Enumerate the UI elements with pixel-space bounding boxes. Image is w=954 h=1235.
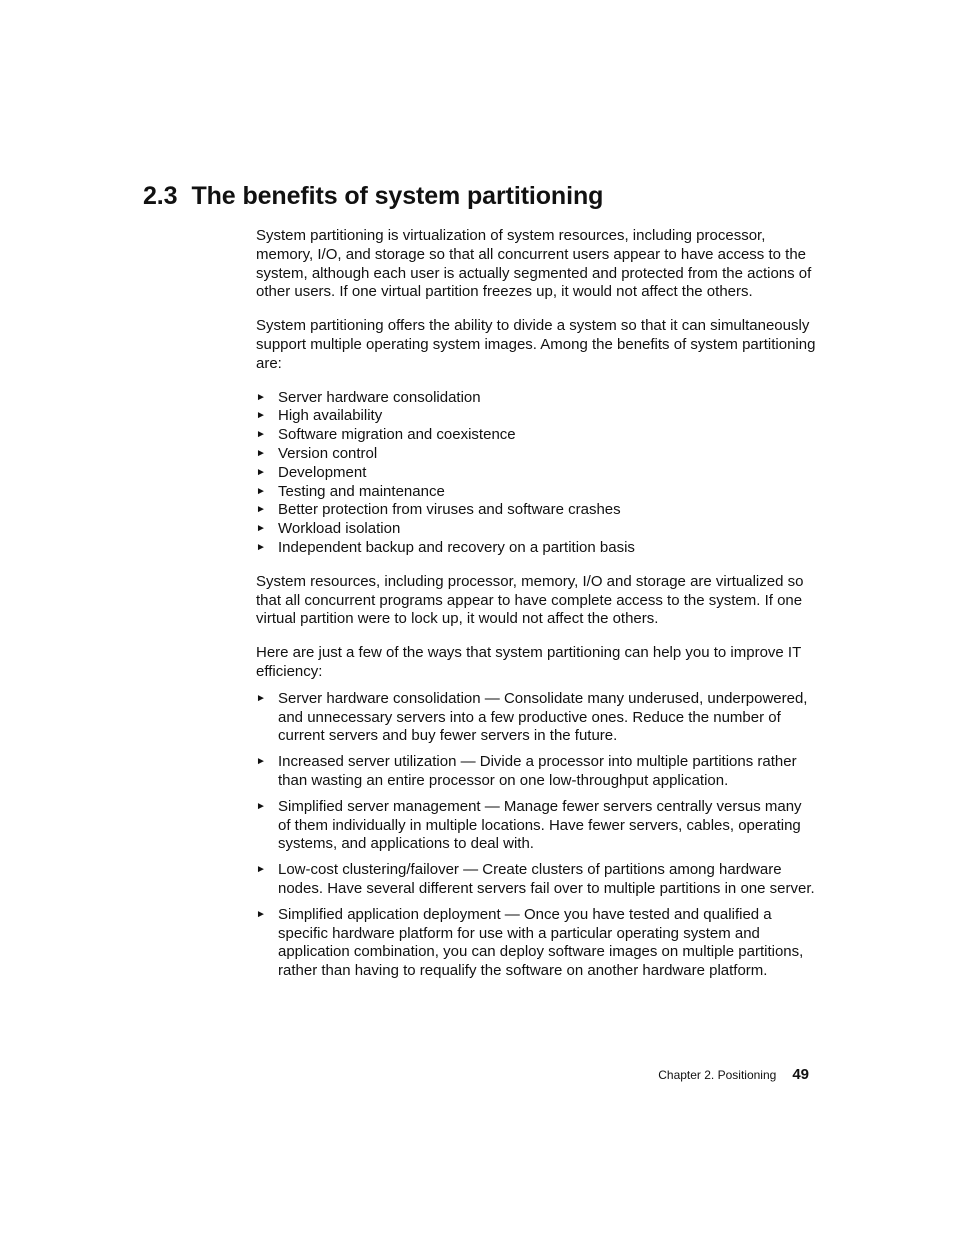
section-heading xyxy=(143,182,603,211)
section-title: The benefits of system partitioning xyxy=(191,182,604,210)
list-item: ► Low-cost clustering/failover — Create clusters of partitions among hardware nodes. Have several different servers fail over to multiple partitions in one server. xyxy=(256,861,815,897)
list-item: ► Workload isolation xyxy=(256,520,401,538)
paragraph: Here are just a few of the ways that system partitioning can help you to improve IT efficiency: xyxy=(256,644,801,680)
section-number: 2.3 xyxy=(143,182,178,210)
bullet-arrow-icon: ► xyxy=(256,800,266,812)
list-item: ► Server hardware consolidation — Consolidate many underused, underpowered, and unnecessary servers into a few productive ones. Reduce the number of current servers and buy fewer servers in the future. xyxy=(256,689,808,745)
bullet-arrow-icon: ► xyxy=(256,447,266,459)
list-item: ► Server hardware consolidation xyxy=(256,388,481,406)
page-number: 49 xyxy=(792,1066,809,1083)
bullet-arrow-icon: ► xyxy=(256,429,266,441)
list-item: ► Better protection from viruses and software crashes xyxy=(256,501,621,519)
paragraph: System resources, including processor, memory, I/O and storage are virtualized so that all concurrent programs appear to have complete access to the system. If one virtual partition were to lock up, it would not affect the others. xyxy=(256,572,804,628)
list-item: ► High availability xyxy=(256,407,383,425)
bullet-arrow-icon: ► xyxy=(256,391,266,403)
bullet-arrow-icon: ► xyxy=(256,541,266,553)
list-item: ► Development xyxy=(256,463,367,481)
list-item: ► Independent backup and recovery on a partition basis xyxy=(256,538,635,556)
list-item: ► Version control xyxy=(256,444,378,462)
bullet-arrow-icon: ► xyxy=(256,692,266,704)
body-text xyxy=(256,227,816,996)
list-item: ► Simplified application deployment — Once you have tested and qualified a specific hardware platform for use with a particular operating system and application combination, you can deploy software images on multiple partitions, rather than having to requalify the software on another hardware platform. xyxy=(256,905,804,980)
page-footer xyxy=(560,1066,809,1084)
efficiency-list xyxy=(256,690,816,981)
footer-chapter: Chapter 2. Positioning xyxy=(658,1068,777,1082)
bullet-arrow-icon: ► xyxy=(256,864,266,876)
bullet-arrow-icon: ► xyxy=(256,523,266,535)
bullet-arrow-icon: ► xyxy=(256,504,266,516)
bullet-arrow-icon: ► xyxy=(256,410,266,422)
list-item: ► Testing and maintenance xyxy=(256,482,445,500)
bullet-arrow-icon: ► xyxy=(256,756,266,768)
benefits-list xyxy=(256,389,816,558)
bullet-arrow-icon: ► xyxy=(256,908,266,920)
bullet-arrow-icon: ► xyxy=(256,485,266,497)
list-item: ► Simplified server management — Manage fewer servers centrally versus many of them individually in multiple locations. Have fewer servers, cables, operating systems, and applications to deal with. xyxy=(256,797,802,853)
list-item: ► Increased server utilization — Divide a processor into multiple partitions rather than wasting an entire processor on one low-throughput application. xyxy=(256,753,797,789)
paragraph: System partitioning is virtualization of system resources, including processor, memory, I/O, and storage so that all concurrent users appear to have access to the system, although each user is actually segmented and protected from the actions of other users. If one virtual partition freezes up, it would not affect the others. xyxy=(256,227,812,301)
bullet-arrow-icon: ► xyxy=(256,466,266,478)
list-item: ► Software migration and coexistence xyxy=(256,426,516,444)
paragraph: System partitioning offers the ability to divide a system so that it can simultaneously support multiple operating system images. Among the benefits of system partitioning are: xyxy=(256,317,816,372)
